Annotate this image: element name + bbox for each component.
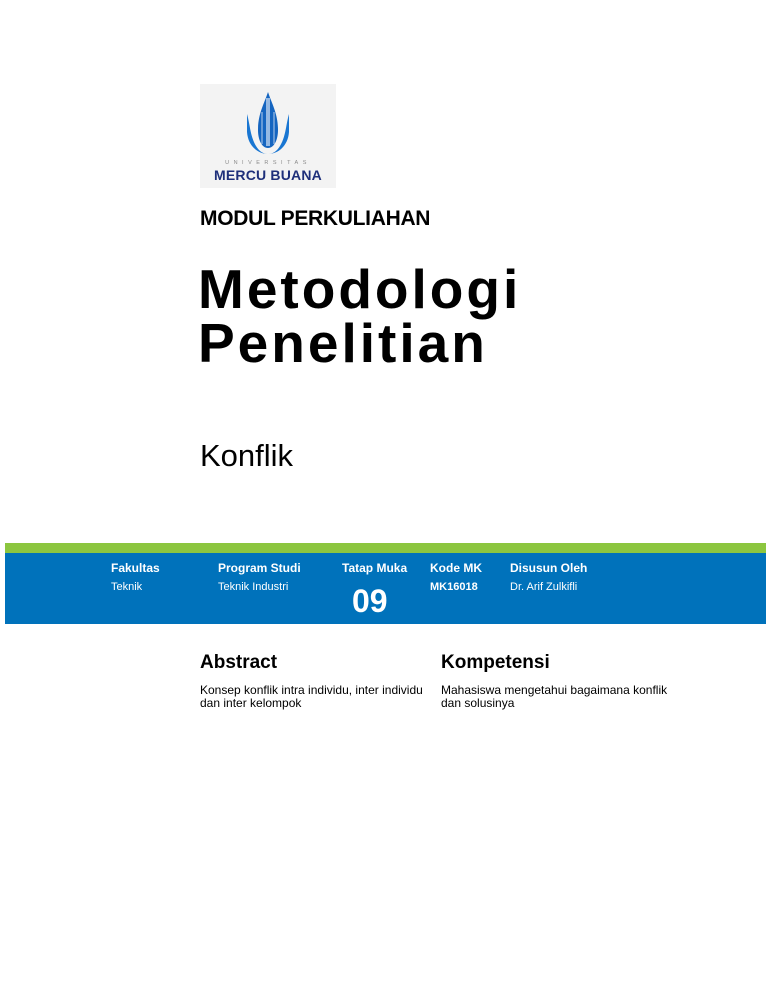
abstract-heading: Abstract [200, 652, 278, 673]
disusun-oleh-label: Disusun Oleh [510, 561, 588, 575]
tatap-muka-label: Tatap Muka [342, 561, 408, 575]
logo-university-name: MERCU BUANA [214, 167, 322, 183]
abstract-text: Konsep konflik intra individu, inter individu dan inter kelompok [200, 683, 423, 710]
document-title [198, 258, 522, 374]
info-band [5, 553, 766, 624]
document-type-label: MODUL PERKULIAHAN [200, 207, 431, 230]
title-line-1: Metodologi [198, 258, 522, 320]
logo-university-label: UNIVERSITAS [225, 160, 311, 166]
kompetensi-heading: Kompetensi [441, 652, 550, 673]
title-line-2: Penelitian [198, 312, 488, 374]
kode-mk-value: MK16018 [430, 581, 478, 593]
fakultas-value: Teknik [111, 581, 143, 593]
fakultas-label: Fakultas [111, 561, 160, 575]
document-subtitle: Konflik [200, 438, 294, 473]
program-studi-value: Teknik Industri [218, 581, 289, 593]
program-studi-label: Program Studi [218, 561, 301, 575]
university-logo [200, 84, 336, 188]
mercu-buana-flame-logo-icon [200, 84, 336, 160]
accent-bar [5, 543, 766, 553]
kode-mk-label: Kode MK [430, 561, 482, 575]
disusun-oleh-value: Dr. Arif Zulkifli [510, 581, 578, 593]
tatap-muka-value: 09 [352, 583, 388, 619]
kompetensi-text: Mahasiswa mengetahui bagaimana konflik dan solusinya [441, 683, 668, 710]
